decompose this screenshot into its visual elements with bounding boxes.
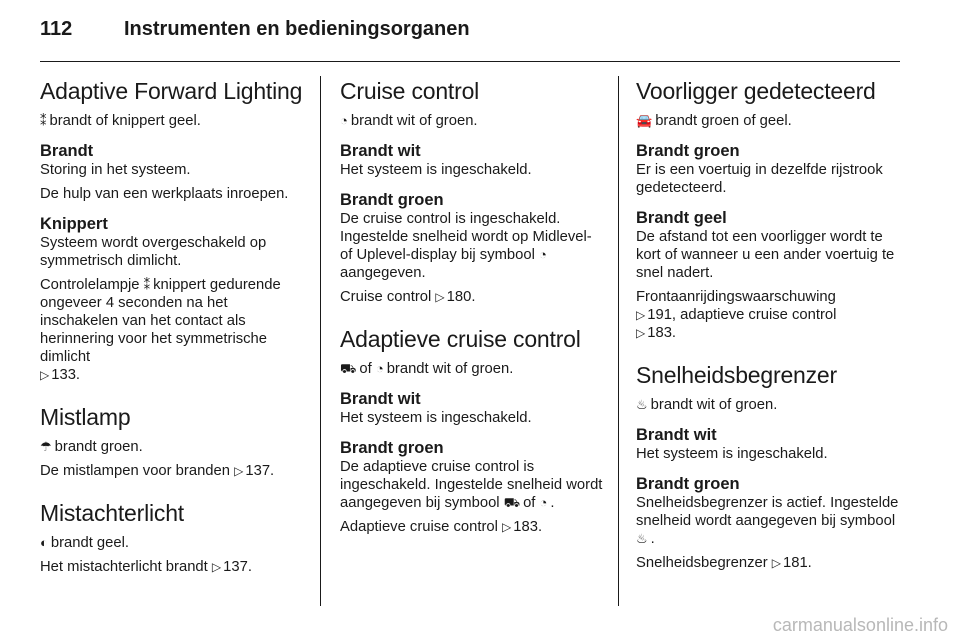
status-line: ♨ brandt wit of groen. [636, 397, 778, 413]
status-line: ⁑ brandt of knippert geel. [40, 113, 201, 129]
sub-heading: Brandt wit [340, 390, 421, 408]
status-line: 🚘 brandt groen of geel. [636, 113, 792, 129]
page-reference-icon: ▷ [771, 556, 781, 570]
status-line: ◐ brandt geel. [40, 535, 130, 551]
afl-warning-icon: ⁑ [40, 113, 47, 128]
sub-heading: Brandt [40, 142, 94, 160]
paragraph: Frontaanrijdingswaarschuwing ▷ 191, adaptieve cruise control ▷ 183. [636, 289, 837, 341]
adaptive-cruise-icon: ⛟ [340, 361, 357, 376]
cruise-control-icon: ◔ [340, 113, 348, 128]
paragraph: Het systeem is ingeschakeld. [340, 162, 532, 178]
paragraph: Het systeem is ingeschakeld. [636, 446, 828, 462]
section-title: Voorligger gedetecteerd [636, 78, 876, 104]
page-reference-icon: ▷ [636, 326, 646, 340]
section-title: Mistachterlicht [40, 500, 184, 526]
column-2 [340, 72, 608, 542]
cruise-control-icon: ◔ [539, 247, 547, 262]
status-line: ⛟ of ◔ brandt wit of groen. [340, 361, 514, 377]
column-3 [636, 72, 904, 578]
watermark: carmanualsonline.info [772, 615, 948, 635]
sub-heading: Knippert [40, 215, 108, 233]
cruise-control-icon: ◔ [539, 495, 548, 510]
page-title: Instrumenten en bedieningsorganen [124, 18, 470, 40]
paragraph: De mistlampen voor branden ▷ 137. [40, 463, 275, 479]
vehicle-ahead-icon: 🚘 [636, 113, 653, 128]
cruise-control-icon: ◔ [375, 361, 384, 376]
page-reference-icon: ▷ [40, 368, 50, 382]
paragraph: Cruise control ▷ 180. [340, 289, 476, 305]
paragraph: Controlelampje ⁑ knippert gedurende ongeveer 4 seconden na het inschakelen van het contact als herinnering voor het symmetrische dimlicht ▷ 133. [40, 277, 281, 383]
paragraph: Systeem wordt overgeschakeld op symmetrisch dimlicht. [40, 235, 267, 269]
paragraph: Snelheidsbegrenzer ▷ 181. [636, 555, 812, 571]
page-reference-icon: ▷ [502, 520, 512, 534]
section-title: Snelheidsbegrenzer [636, 362, 837, 388]
sub-heading: Brandt groen [636, 475, 740, 493]
column-divider [618, 76, 619, 606]
paragraph: Adaptieve cruise control ▷ 183. [340, 519, 543, 535]
page-reference-icon: ▷ [234, 464, 244, 478]
paragraph: De hulp van een werkplaats inroepen. [40, 186, 289, 202]
sub-heading: Brandt groen [340, 191, 444, 209]
paragraph: Het mistachterlicht brandt ▷ 137. [40, 559, 252, 575]
header-rule [40, 61, 900, 62]
speed-limiter-icon: ♨ [636, 531, 648, 546]
page-reference-icon: ▷ [435, 290, 445, 304]
section-title: Cruise control [340, 78, 480, 104]
sub-heading: Brandt wit [636, 426, 717, 444]
paragraph: Storing in het systeem. [40, 162, 191, 178]
sub-heading: Brandt geel [636, 209, 727, 227]
status-line: ◔ brandt wit of groen. [340, 113, 478, 129]
column-1 [40, 72, 308, 582]
paragraph: Er is een voertuig in dezelfde rijstrook gedetecteerd. [636, 162, 883, 196]
page-reference-icon: ▷ [211, 560, 222, 574]
status-line: ☂ brandt groen. [40, 439, 143, 455]
section-title: Adaptieve cruise control [340, 326, 581, 352]
adaptive-cruise-icon: ⛟ [503, 495, 521, 510]
sub-heading: Brandt groen [340, 439, 444, 457]
section-title: Mistlamp [40, 404, 131, 430]
page-header [40, 12, 920, 52]
sub-heading: Brandt groen [636, 142, 740, 160]
page-reference-icon: ▷ [636, 308, 646, 322]
page-number: 112 [40, 18, 73, 40]
paragraph: De adaptieve cruise control is ingeschakeld. Ingestelde snelheid wordt aangegeven bij symbool ⛟ of ◔ . [340, 459, 603, 511]
paragraph: De cruise control is ingeschakeld. Ingestelde snelheid wordt op Midlevel- of Uplevel-display bij symbool ◔aangegeven. [340, 211, 592, 281]
speed-limiter-icon: ♨ [636, 397, 648, 412]
afl-warning-icon: ⁑ [143, 277, 151, 292]
paragraph: De afstand tot een voorligger wordt te kort of wanneer u een ander voertuig te snel nadert. [636, 229, 895, 281]
sub-heading: Brandt wit [340, 142, 421, 160]
column-divider [320, 76, 321, 606]
section-title: Adaptive Forward Lighting [40, 78, 303, 104]
paragraph: Het systeem is ingeschakeld. [340, 410, 532, 426]
fog-light-icon: ☂ [40, 439, 52, 454]
paragraph: Snelheidsbegrenzer is actief. Ingestelde snelheid wordt aangegeven bij symbool ♨ . [636, 495, 899, 547]
rear-fog-icon: ◐ [40, 535, 48, 550]
